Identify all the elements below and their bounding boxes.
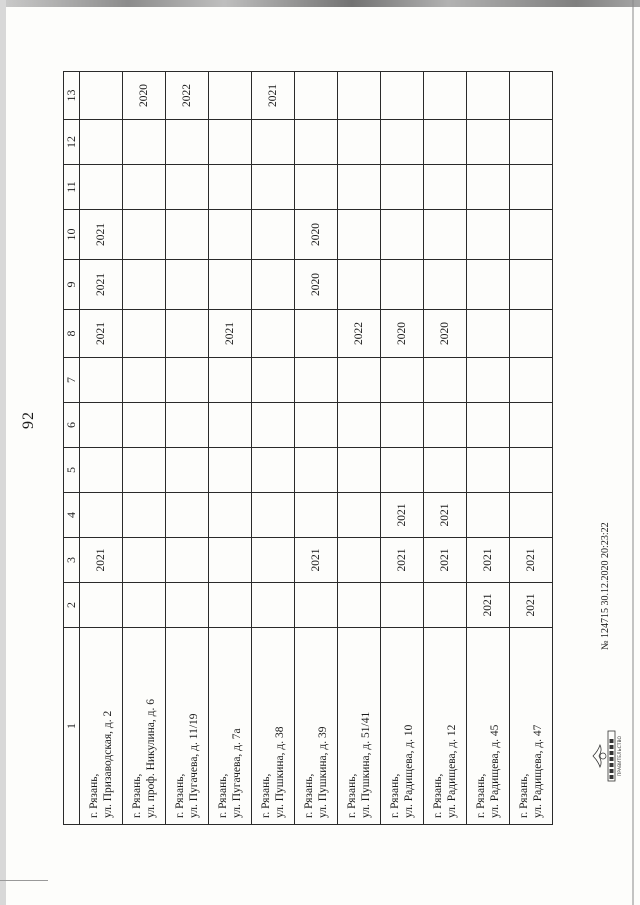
year-cell: [510, 403, 553, 448]
year-cell: [252, 403, 295, 448]
year-cell: [467, 260, 510, 310]
year-cell: [209, 583, 252, 628]
document-registration-number: № 124715 30.12.2020 20:23:22: [600, 522, 611, 650]
year-cell: [252, 493, 295, 538]
year-cell: [166, 403, 209, 448]
column-header-5: 5: [64, 448, 80, 493]
year-cell: [510, 72, 553, 120]
year-cell: [80, 165, 123, 210]
column-header-10: 10: [64, 210, 80, 260]
column-header-2: 2: [64, 583, 80, 628]
address-city: г. Рязань,: [432, 773, 444, 818]
table-row: [467, 72, 510, 825]
address-cell: [467, 628, 510, 825]
address-city: г. Рязань,: [346, 773, 358, 818]
column-header-8: 8: [64, 310, 80, 358]
address-cell: [209, 628, 252, 825]
year-cell: [295, 310, 338, 358]
year-cell: [424, 358, 467, 403]
address-city: г. Рязань,: [131, 773, 143, 818]
column-header-3: 3: [64, 538, 80, 583]
year-cell: 2021: [80, 310, 123, 358]
year-cell: [80, 72, 123, 120]
year-cell: [295, 493, 338, 538]
year-cell: [424, 165, 467, 210]
year-cell: [166, 538, 209, 583]
year-cell: [381, 72, 424, 120]
year-cell: [467, 210, 510, 260]
year-cell: [123, 403, 166, 448]
address-cell: [166, 628, 209, 825]
column-header-13: 13: [64, 72, 80, 120]
year-cell: [381, 120, 424, 165]
year-cell: [166, 120, 209, 165]
year-cell: [80, 403, 123, 448]
year-cell: 2021: [295, 538, 338, 583]
year-cell: 2022: [166, 72, 209, 120]
table-row: [80, 72, 123, 825]
year-cell: 2020: [424, 310, 467, 358]
year-cell: [381, 583, 424, 628]
year-cell: [510, 493, 553, 538]
address-city: г. Рязань,: [303, 773, 315, 818]
year-cell: [209, 260, 252, 310]
header-row: [64, 72, 80, 825]
year-cell: [166, 210, 209, 260]
address-cell: [424, 628, 467, 825]
year-cell: [338, 72, 381, 120]
year-cell: [381, 448, 424, 493]
address-cell: [338, 628, 381, 825]
year-cell: [252, 310, 295, 358]
year-cell: [424, 260, 467, 310]
year-cell: [424, 210, 467, 260]
year-cell: [424, 448, 467, 493]
table-row: [338, 72, 381, 825]
year-cell: [80, 120, 123, 165]
year-cell: [252, 210, 295, 260]
year-cell: [424, 120, 467, 165]
year-cell: [338, 120, 381, 165]
year-cell: [467, 72, 510, 120]
column-header-7: 7: [64, 358, 80, 403]
year-cell: [510, 310, 553, 358]
year-cell: [467, 310, 510, 358]
year-cell: 2021: [209, 310, 252, 358]
year-cell: [209, 403, 252, 448]
year-cell: [338, 165, 381, 210]
year-cell: [80, 493, 123, 538]
address-street: ул. Пушкина, д. 39: [317, 726, 329, 818]
year-cell: [510, 120, 553, 165]
address-city: г. Рязань,: [88, 773, 100, 818]
address-street: ул. Пугачева, д. 11/19: [188, 713, 200, 818]
year-cell: [166, 310, 209, 358]
year-cell: [424, 72, 467, 120]
table-body: [80, 72, 553, 825]
year-cell: [295, 358, 338, 403]
year-cell: [252, 120, 295, 165]
year-cell: [467, 493, 510, 538]
year-cell: [80, 583, 123, 628]
year-cell: [252, 448, 295, 493]
year-cell: [424, 403, 467, 448]
year-cell: [123, 165, 166, 210]
year-cell: [209, 72, 252, 120]
year-cell: [295, 583, 338, 628]
column-header-4: 4: [64, 493, 80, 538]
year-cell: 2021: [424, 538, 467, 583]
year-cell: [166, 448, 209, 493]
address-street: ул. Радищева, д. 45: [489, 724, 501, 818]
svg-text:ПРАВИТЕЛЬСТВО: ПРАВИТЕЛЬСТВО: [618, 735, 623, 777]
year-cell: 2020: [123, 72, 166, 120]
year-cell: [123, 260, 166, 310]
address-street: ул. Радищева, д. 12: [446, 724, 458, 818]
address-city: г. Рязань,: [389, 773, 401, 818]
address-cell: [80, 628, 123, 825]
year-cell: [338, 448, 381, 493]
address-street: ул. Радищева, д. 47: [532, 724, 544, 818]
year-cell: [338, 403, 381, 448]
table-row: [510, 72, 553, 825]
year-cell: 2022: [338, 310, 381, 358]
year-cell: [123, 448, 166, 493]
year-cell: [252, 538, 295, 583]
year-cell: 2021: [252, 72, 295, 120]
year-cell: [338, 493, 381, 538]
year-cell: [166, 583, 209, 628]
year-cell: [510, 260, 553, 310]
table-row: [381, 72, 424, 825]
address-street: ул. Радищева, д. 10: [403, 724, 415, 818]
year-cell: [510, 165, 553, 210]
year-cell: [166, 493, 209, 538]
year-cell: [510, 210, 553, 260]
year-cell: 2020: [295, 260, 338, 310]
year-cell: [209, 493, 252, 538]
year-cell: [467, 120, 510, 165]
year-cell: [338, 260, 381, 310]
table-row: [424, 72, 467, 825]
column-header-6: 6: [64, 403, 80, 448]
year-cell: 2021: [80, 260, 123, 310]
page-number: 92: [20, 411, 37, 429]
year-cell: 2021: [80, 538, 123, 583]
table-row: [166, 72, 209, 825]
column-header-11: 11: [64, 165, 80, 210]
address-street: ул. проф. Никулина, д. 6: [145, 699, 157, 818]
table-row: [209, 72, 252, 825]
year-cell: 2021: [467, 583, 510, 628]
year-cell: [338, 358, 381, 403]
year-cell: [467, 403, 510, 448]
year-cell: [209, 165, 252, 210]
address-street: ул. Пушкина, д. 38: [274, 726, 286, 818]
year-cell: [467, 448, 510, 493]
year-cell: [166, 358, 209, 403]
column-header-1: 1: [64, 628, 80, 825]
address-cell: [510, 628, 553, 825]
year-cell: [209, 538, 252, 583]
year-cell: [166, 165, 209, 210]
address-street: ул. Пушкина, д. 51/41: [360, 711, 372, 818]
address-street: ул. Пугачева, д. 7а: [231, 728, 243, 818]
year-cell: [166, 260, 209, 310]
year-cell: [209, 210, 252, 260]
year-cell: [123, 210, 166, 260]
year-cell: [295, 448, 338, 493]
table-row: [295, 72, 338, 825]
address-cell: [295, 628, 338, 825]
year-cell: [381, 403, 424, 448]
year-cell: [252, 583, 295, 628]
year-cell: [424, 583, 467, 628]
address-cell: [123, 628, 166, 825]
year-cell: [381, 210, 424, 260]
address-city: г. Рязань,: [174, 773, 186, 818]
year-cell: [123, 538, 166, 583]
year-cell: [252, 358, 295, 403]
year-cell: 2021: [510, 538, 553, 583]
year-cell: [467, 358, 510, 403]
year-cell: [209, 448, 252, 493]
government-emblem-stamp: [590, 727, 624, 785]
year-cell: 2021: [467, 538, 510, 583]
address-city: г. Рязань,: [217, 773, 229, 818]
year-cell: [123, 583, 166, 628]
year-cell: [510, 448, 553, 493]
year-cell: [123, 358, 166, 403]
year-cell: [123, 120, 166, 165]
address-city: г. Рязань,: [260, 773, 272, 818]
year-cell: [295, 72, 338, 120]
year-cell: [295, 165, 338, 210]
schedule-table: [63, 71, 553, 825]
address-street: ул. Призаводская, д. 2: [102, 710, 114, 818]
year-cell: [381, 165, 424, 210]
table-row: [123, 72, 166, 825]
column-header-9: 9: [64, 260, 80, 310]
year-cell: [338, 583, 381, 628]
address-cell: [381, 628, 424, 825]
year-cell: [510, 358, 553, 403]
year-cell: 2021: [381, 493, 424, 538]
year-cell: [80, 358, 123, 403]
year-cell: [252, 165, 295, 210]
year-cell: [209, 120, 252, 165]
year-cell: 2020: [295, 210, 338, 260]
year-cell: [381, 260, 424, 310]
column-header-12: 12: [64, 120, 80, 165]
table-row: [252, 72, 295, 825]
year-cell: [295, 120, 338, 165]
year-cell: 2020: [381, 310, 424, 358]
year-cell: [467, 165, 510, 210]
address-city: г. Рязань,: [475, 773, 487, 818]
year-cell: [295, 403, 338, 448]
year-cell: [252, 260, 295, 310]
year-cell: 2021: [80, 210, 123, 260]
year-cell: [123, 310, 166, 358]
address-cell: [252, 628, 295, 825]
year-cell: [338, 538, 381, 583]
year-cell: [381, 358, 424, 403]
year-cell: 2021: [510, 583, 553, 628]
year-cell: [123, 493, 166, 538]
year-cell: [80, 448, 123, 493]
year-cell: [209, 358, 252, 403]
year-cell: 2021: [424, 493, 467, 538]
year-cell: [338, 210, 381, 260]
address-city: г. Рязань,: [518, 773, 530, 818]
year-cell: 2021: [381, 538, 424, 583]
